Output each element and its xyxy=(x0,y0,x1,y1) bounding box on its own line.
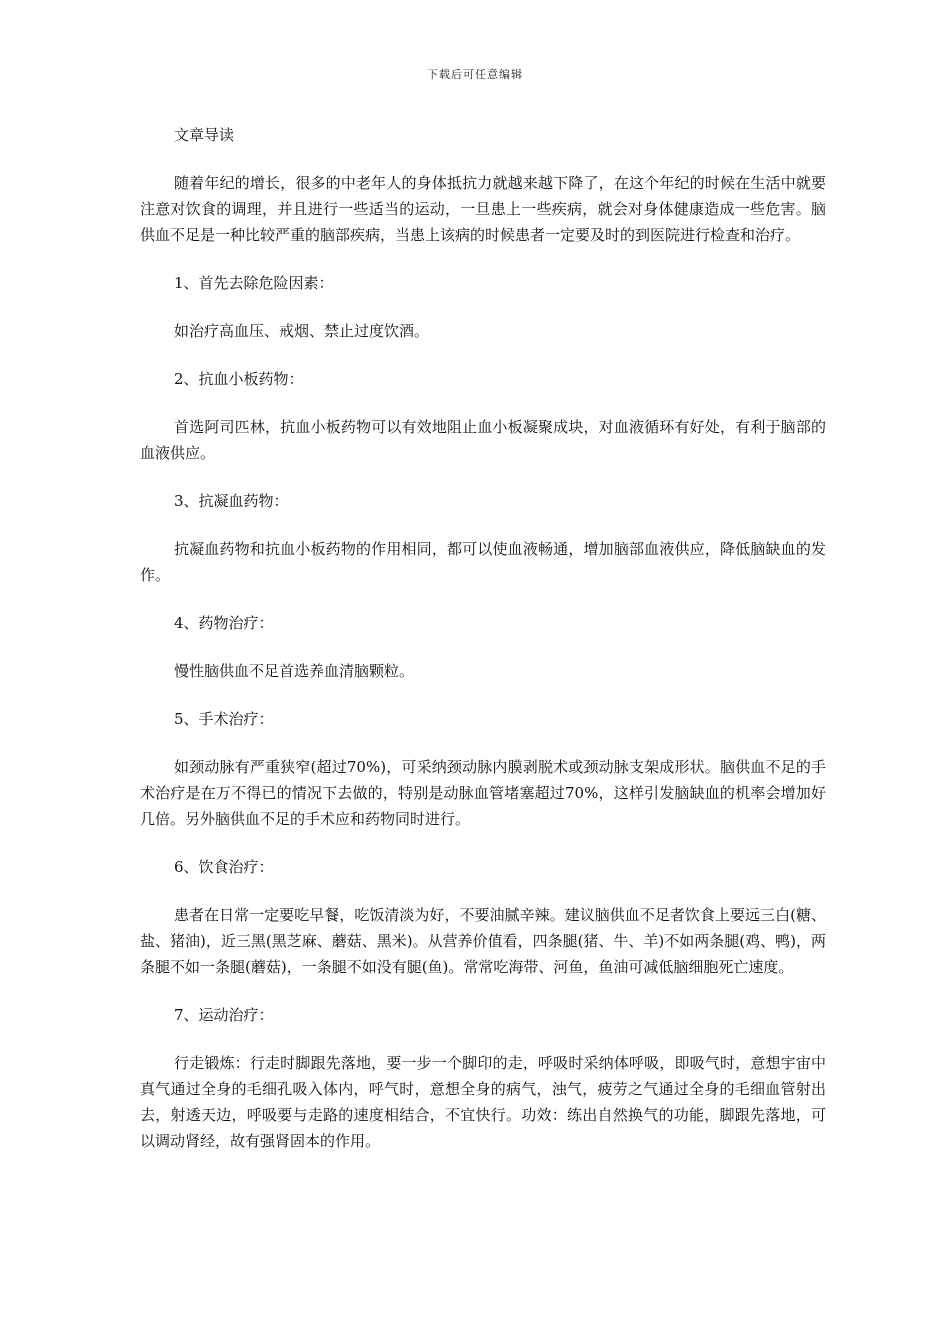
intro-title: 文章导读 xyxy=(174,126,235,144)
section-heading-3: 3、抗凝血药物： xyxy=(174,492,289,510)
section-body-6: 患者在日常一定要吃早餐，吃饭清淡为好，不要油腻辛辣。建议脑供血不足者饮食上要远三白(糖、盐、猪油)，近三黑(黑芝麻、蘑菇、黑米)。从营养价值看，四条腿(猪、牛、羊)不如两条腿(鸡、鸭)，两条腿不如一条腿(蘑菇)，一条腿不如没有腿(鱼)。常常吃海带、河鱼，鱼油可减低脑细胞死亡速度。 xyxy=(140,906,826,976)
section-heading-6: 6、饮食治疗： xyxy=(174,858,274,876)
section-body-3: 抗凝血药物和抗血小板药物的作用相同，都可以使血液畅通，增加脑部血液供应，降低脑缺血的发作。 xyxy=(140,540,826,584)
section-heading-4: 4、药物治疗： xyxy=(174,614,274,632)
section-heading-1: 1、首先去除危险因素： xyxy=(174,274,334,292)
intro-paragraph: 随着年纪的增长，很多的中老年人的身体抵抗力就越来越下降了，在这个年纪的时候在生活中就要注意对饮食的调理，并且进行一些适当的运动，一旦患上一些疾病，就会对身体健康造成一些危害。脑供血不足是一种比较严重的脑部疾病，当患上该病的时候患者一定要及时的到医院进行检查和治疗。 xyxy=(140,174,826,244)
section-body-5: 如颈动脉有严重狭窄(超过70%)，可采纳颈动脉内膜剥脱术或颈动脉支架成形状。脑供血不足的手术治疗是在万不得已的情况下去做的，特别是动脉血管堵塞超过70%，这样引发脑缺血的机率会增加好几倍。另外脑供血不足的手术应和药物同时进行。 xyxy=(140,758,826,828)
section-body-1: 如治疗高血压、戒烟、禁止过度饮酒。 xyxy=(174,322,430,340)
section-body-7: 行走锻炼：行走时脚跟先落地，要一步一个脚印的走，呼吸时采纳体呼吸，即吸气时，意想宇宙中真气通过全身的毛细孔吸入体内，呼气时，意想全身的病气，浊气，疲劳之气通过全身的毛细血管射出去，射透天边，呼吸要与走路的速度相结合，不宜快行。功效：练出自然换气的功能，脚跟先落地，可以调动肾经，故有强肾固本的作用。 xyxy=(140,1054,826,1150)
section-body-2: 首选阿司匹林，抗血小板药物可以有效地阻止血小板凝聚成块，对血液循环有好处，有利于脑部的血液供应。 xyxy=(140,418,826,462)
section-heading-5: 5、手术治疗： xyxy=(174,710,274,728)
section-heading-7: 7、运动治疗： xyxy=(174,1006,274,1024)
header-note: 下载后可任意编辑 xyxy=(427,68,523,81)
section-heading-2: 2、抗血小板药物： xyxy=(174,370,304,388)
section-body-4: 慢性脑供血不足首选养血清脑颗粒。 xyxy=(174,662,415,680)
article-body xyxy=(140,122,826,1176)
